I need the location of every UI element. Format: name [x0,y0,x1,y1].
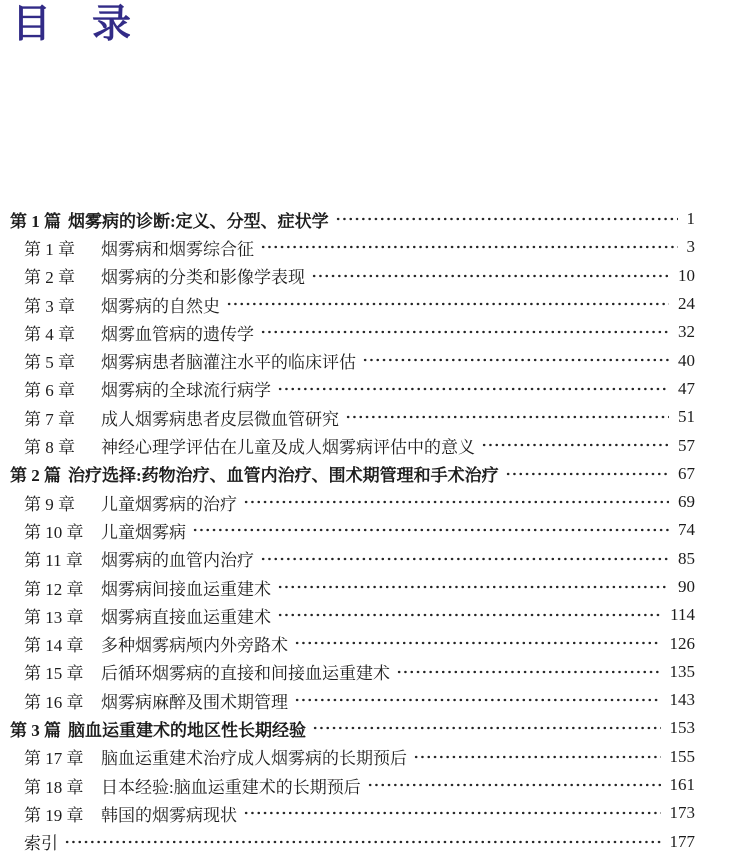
toc-entry-title: 多种烟雾病颅内外旁路术 [101,636,288,656]
toc-entry-label: 第 16 章 [24,692,84,712]
toc-entry-label: 第 1 章 [24,239,75,259]
dot-leader [226,290,669,318]
toc-entry [0,799,730,827]
dot-leader [413,743,661,771]
toc-entry-title: 烟雾病麻醉及围术期管理 [101,692,288,712]
toc-entry-page: 161 [669,775,695,795]
toc-entry-page: 51 [678,407,695,427]
toc-entry-title: 烟雾病的血管内治疗 [101,551,254,571]
dot-leader [243,799,661,827]
toc-entry-page: 173 [669,803,695,823]
dot-leader [64,828,661,856]
toc-entry [0,262,730,290]
dot-leader [192,516,669,544]
toc-entry [0,431,730,459]
toc-entry-label: 第 17 章 [24,749,84,769]
toc-entry [0,205,730,233]
toc-entry-label: 第 6 章 [24,381,75,401]
toc-entry [0,743,730,771]
toc-entry-page: 114 [670,605,695,625]
dot-leader [243,488,669,516]
toc-entry-label: 第 2 篇 [10,466,61,486]
toc-entry-page: 67 [678,463,695,483]
toc-entry-label: 第 9 章 [24,494,75,514]
toc-entry [0,290,730,318]
dot-leader [362,346,669,374]
toc-entry [0,601,730,629]
toc-entry-label: 第 12 章 [24,579,84,599]
toc-entry-title: 儿童烟雾病的治疗 [101,494,237,514]
dot-leader [294,686,661,714]
toc-entry-page: 40 [678,350,695,370]
toc-entry-label: 第 11 章 [24,551,83,571]
toc-entry-title: 烟雾病患者脑灌注水平的临床评估 [101,353,356,373]
toc-entry-title: 儿童烟雾病 [101,522,186,542]
toc-entry-title: 成人烟雾病患者皮层微血管研究 [101,409,339,429]
toc-entry [0,686,730,714]
toc-entry-page: 47 [678,378,695,398]
toc-entry-page: 85 [678,548,695,568]
toc-entry-page: 177 [669,831,695,851]
toc-entry-label: 第 13 章 [24,607,84,627]
dot-leader [311,262,669,290]
toc-entry [0,771,730,799]
dot-leader [367,771,661,799]
toc-entry-title: 烟雾病直接血运重建术 [101,607,271,627]
dot-leader [277,573,669,601]
dot-leader [294,629,661,657]
toc-entry-page: 90 [678,577,695,596]
dot-leader [260,233,678,261]
toc-entry-label: 第 2 章 [24,268,75,288]
toc-entry-title: 烟雾病和烟雾综合征 [101,239,254,259]
toc-entry [0,658,730,686]
toc-entry [0,488,730,516]
toc-list [0,205,730,856]
dot-leader [260,318,669,346]
toc-entry-label: 第 14 章 [24,636,84,656]
toc-entry-page: 10 [678,265,695,285]
toc-entry-page: 155 [669,746,695,766]
toc-entry-label: 第 19 章 [24,805,84,825]
toc-entry [0,545,730,573]
toc-entry-title: 烟雾病间接血运重建术 [101,579,271,599]
toc-entry [0,375,730,403]
toc-entry [0,629,730,657]
dot-leader [396,658,661,686]
toc-entry-page: 135 [669,661,695,681]
toc-entry-page: 1 [686,209,695,229]
toc-entry [0,318,730,346]
dot-leader [345,403,669,431]
dot-leader [277,601,661,629]
toc-entry-title: 神经心理学评估在儿童及成人烟雾病评估中的意义 [101,438,475,458]
toc-entry-title: 治疗选择:药物治疗、血管内治疗、围术期管理和手术治疗 [68,466,499,486]
toc-entry-label: 第 5 章 [24,353,75,373]
toc-entry [0,403,730,431]
toc-entry-title: 烟雾病的诊断:定义、分型、症状学 [68,211,329,231]
toc-entry-page: 3 [686,237,695,257]
toc-entry-title: 索引 [24,834,58,854]
dot-leader [277,375,669,403]
toc-entry-label: 第 1 篇 [10,211,61,231]
toc-entry-label: 第 3 章 [24,296,75,316]
toc-entry-title: 韩国的烟雾病现状 [101,805,237,825]
toc-entry-page: 153 [669,718,695,738]
toc-entry-page: 143 [669,690,695,710]
toc-entry-label: 第 3 篇 [10,720,61,740]
toc-entry-title: 日本经验:脑血运重建术的长期预后 [101,777,361,797]
toc-entry [0,714,730,742]
toc-entry [0,573,730,601]
toc-entry-label: 第 15 章 [24,664,84,684]
toc-entry-title: 后循环烟雾病的直接和间接血运重建术 [101,664,390,684]
dot-leader [505,460,669,488]
toc-entry-page: 24 [678,294,695,314]
dot-leader [260,545,669,573]
toc-entry-title: 烟雾病的分类和影像学表现 [101,268,305,288]
toc-entry-title: 脑血运重建术治疗成人烟雾病的长期预后 [101,749,407,769]
toc-entry-label: 第 7 章 [24,409,75,429]
dot-leader [481,431,669,459]
toc-entry-title: 烟雾病的自然史 [101,296,220,316]
toc-entry-label: 第 8 章 [24,438,75,458]
toc-entry-title: 脑血运重建术的地区性长期经验 [68,720,306,740]
dot-leader [312,714,661,742]
toc-entry [0,828,730,856]
toc-entry [0,460,730,488]
toc-entry [0,346,730,374]
toc-entry-page: 126 [669,633,695,653]
toc-entry-label: 第 18 章 [24,777,84,797]
toc-entry [0,233,730,261]
toc-entry-page: 69 [678,492,695,512]
toc-entry [0,516,730,544]
toc-entry-page: 57 [678,435,695,455]
toc-entry-title: 烟雾病的全球流行病学 [101,381,271,401]
toc-entry-label: 第 10 章 [24,522,84,542]
toc-entry-title: 烟雾血管病的遗传学 [101,324,254,344]
toc-entry-label: 第 4 章 [24,324,75,344]
page-title: 目 录 [12,2,133,47]
toc-entry-page: 32 [678,322,695,342]
toc-entry-page: 74 [678,520,695,540]
dot-leader [335,205,678,233]
